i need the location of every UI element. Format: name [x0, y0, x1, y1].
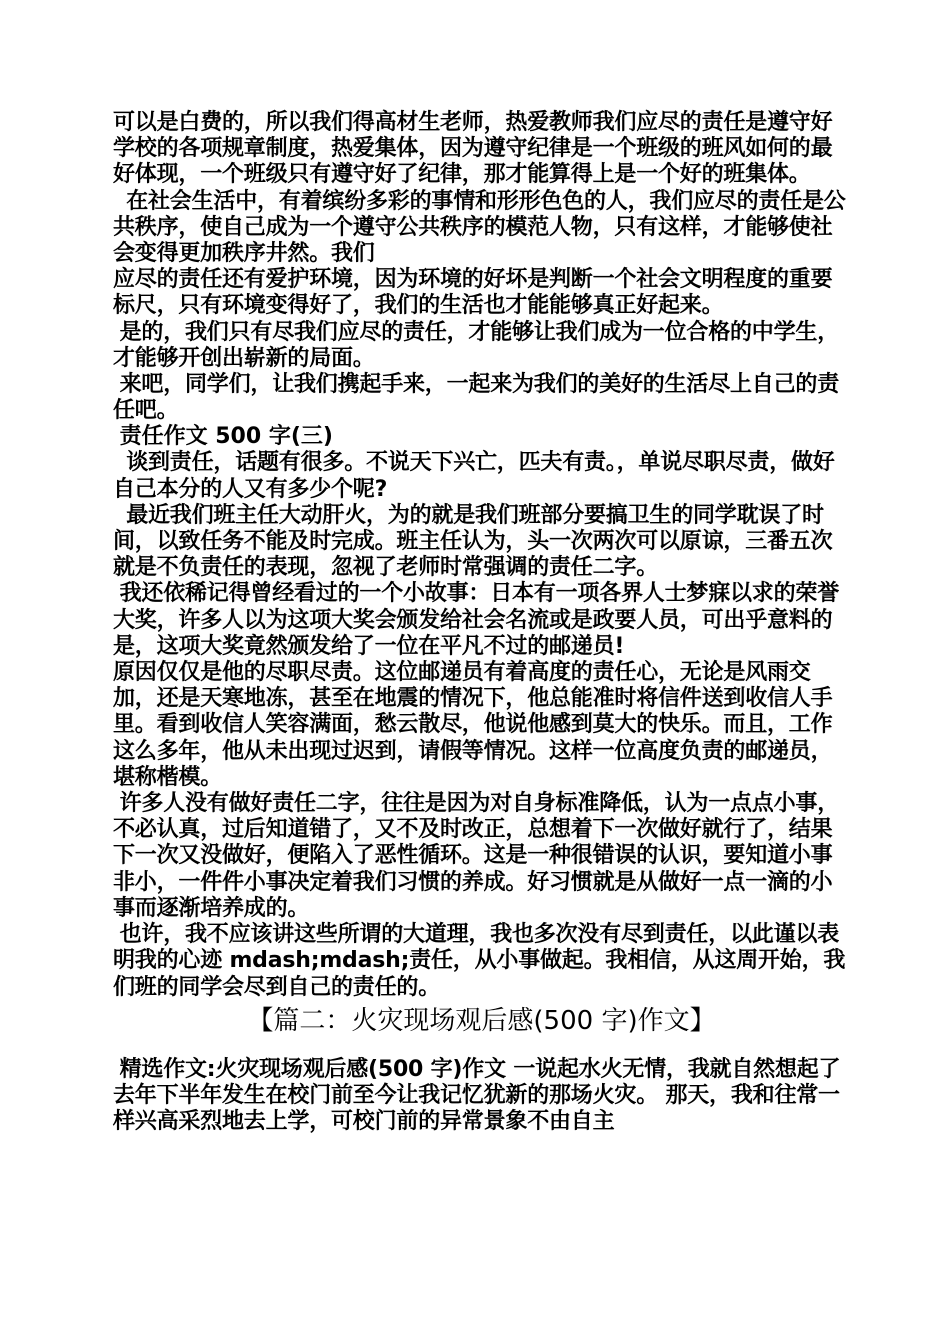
paragraph: 可以是白费的，所以我们得高材生老师，热爱教师我们应尽的责任是遵守好学校的各项规章制度，热爱集体，因为遵守纪律是一个班级的班风如何的最好体现，一个班级只有遵守好了纪律，那才能算得上是一个好的班集体。 — [113, 110, 833, 188]
paragraph: 也许，我不应该讲这些所谓的大道理，我也多次没有尽到责任，以此谨以表明我的心迹 mdash;mdash;责任，从小事做起。我相信，从这周开始，我们班的同学会尽到自己的责任的。 — [113, 922, 846, 1000]
paragraph: 在社会生活中，有着缤纷多彩的事情和形形色色的人，我们应尽的责任是公共秩序，使自己成为一个遵守公共秩序的模范人物，只有这样，才能够使社会变得更加秩序井然。我们 — [113, 188, 846, 267]
chapter-heading: 【篇二：火灾现场观后感(500 字)作文】 — [247, 1005, 716, 1036]
document-page — [113, 110, 850, 1135]
paragraph: 应尽的责任还有爱护环境，因为环境的好坏是判断一个社会文明程度的重要标尺，只有环境变得好了，我们的生活也才能能够真正好起来。 — [113, 267, 833, 319]
section-title: 责任作文 500 字(三) — [119, 424, 333, 450]
paragraph: 是的，我们只有尽我们应尽的责任，才能够让我们成为一位合格的中学生，才能够开创出崭新的局面。 — [113, 319, 839, 371]
paragraph: 许多人没有做好责任二字，往往是因为对自身标准降低，认为一点点小事，不必认真，过后知道错了，又不及时改正，总想着下一次做好就行了，结果下一次又没做好，便陷入了恶性循环。这是一种很错误的认识，要知道小事非小，一件件小事决定着我们习惯的养成。好习惯就是从做好一点一滴的小事而逐渐培养成的。 — [113, 791, 839, 921]
paragraph: 精选作文:火灾现场观后感(500 字)作文 一说起水火无情，我就自然想起了去年下半年发生在校门前至今让我记忆犹新的那场火灾。 那天，我和往常一样兴高采烈地去上学，可校门前的异常景象不由自主 — [113, 1056, 841, 1135]
paragraph: 谈到责任，话题有很多。不说天下兴亡，匹夫有责。，单说尽职尽责，做好自己本分的人又有多少个呢? — [113, 450, 835, 502]
paragraph: 最近我们班主任大动肝火，为的就是我们班部分要搞卫生的同学耽误了时间，以致任务不能及时完成。班主任认为，头一次两次可以原谅，三番五次就是不负责任的表现，忽视了老师时常强调的责任二字。 — [113, 502, 833, 581]
paragraph: 来吧，同学们，让我们携起手来，一起来为我们的美好的生活尽上自己的责任吧。 — [113, 372, 839, 424]
paragraph: 我还依稀记得曾经看过的一个小故事：日本有一项各界人士梦寐以求的荣誉大奖，许多人以为这项大奖会颁发给社会名流或是政要人员，可出乎意料的是，这项大奖竟然颁发给了一位在平凡不过的邮递员! — [113, 581, 839, 659]
paragraph: 原因仅仅是他的尽职尽责。这位邮递员有着高度的责任心，无论是风雨交加，还是天寒地冻，甚至在地震的情况下，他总能准时将信件送到收信人手里。看到收信人笑容满面，愁云散尽，他说他感到莫大的快乐。而且，工作这么多年，他从未出现过迟到，请假等情况。这样一位高度负责的邮递员，堪称楷模。 — [113, 660, 833, 790]
